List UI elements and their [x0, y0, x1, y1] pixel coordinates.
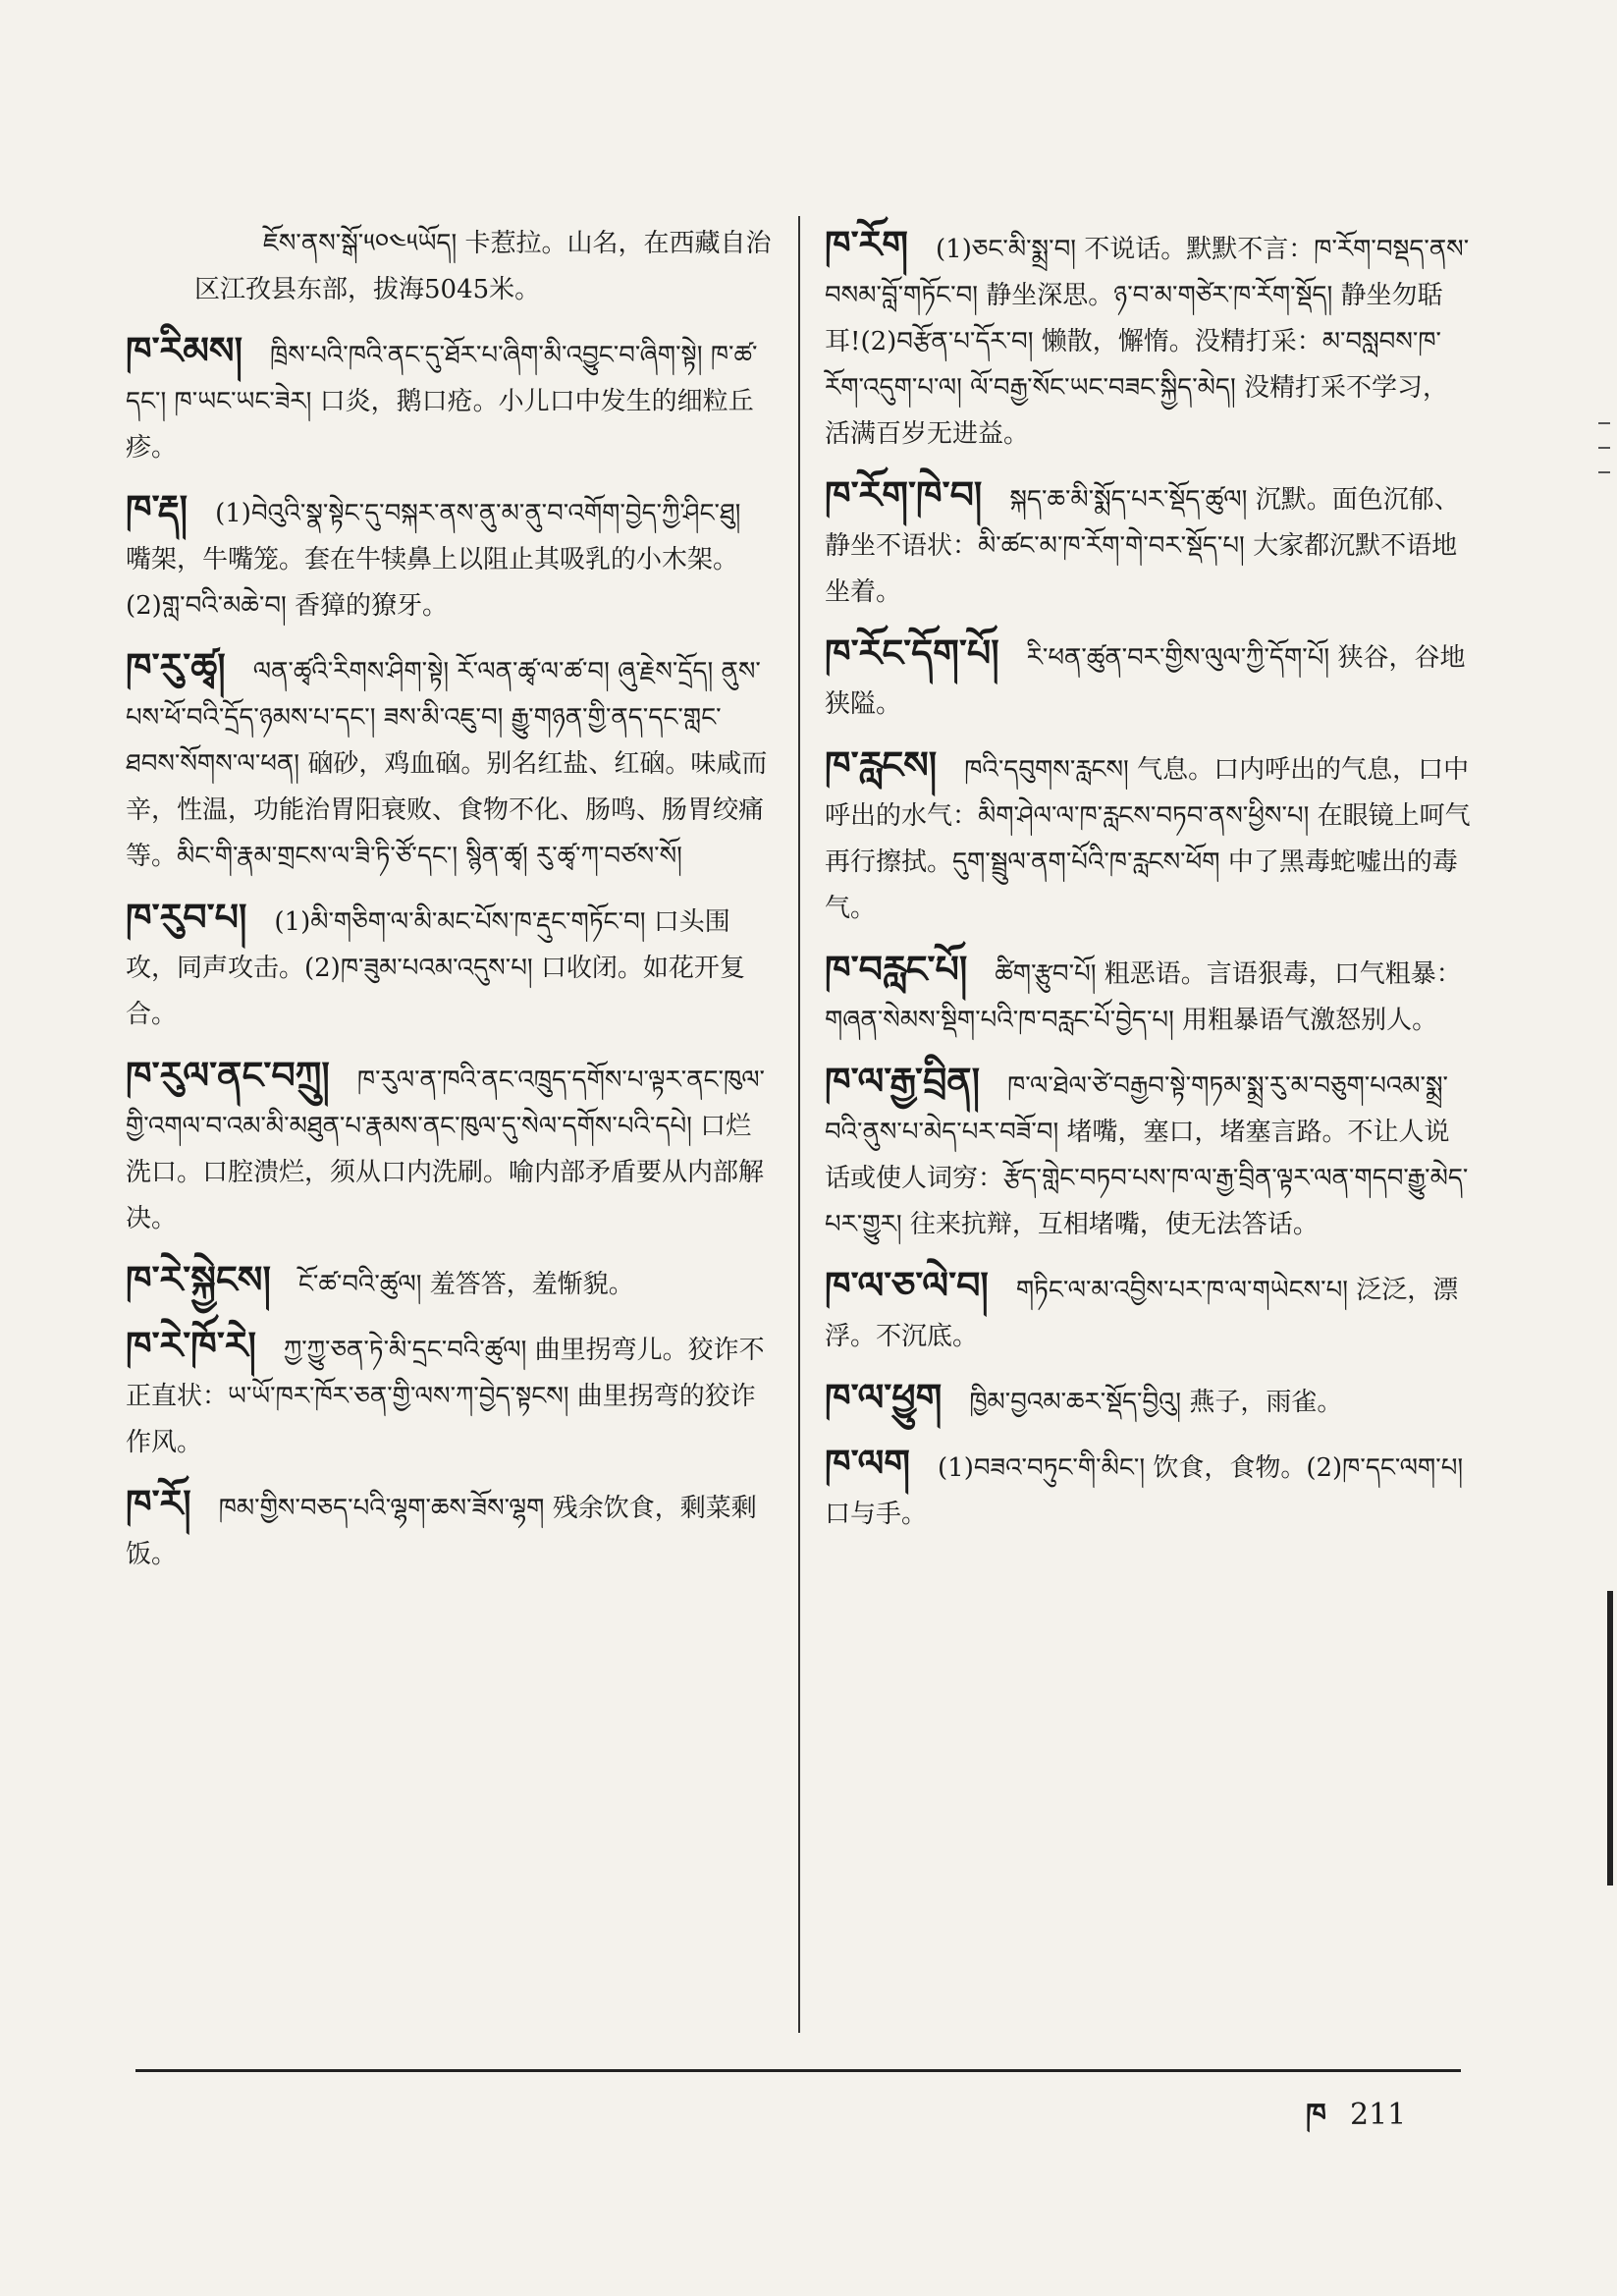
edge-tick — [1598, 422, 1610, 424]
dictionary-entry — [126, 221, 774, 313]
entry-definition: ཁའི་དབུགས་རླངས། 气息。口内呼出的气息，口中呼出的水气：མིག་ཤེལ་ལ་ཁ་རླངས་བཏབ་ནས་ཕྱིས་པ། 在眼镜上呵气再行擦拭。དུག་སྦྲུལ་ནག་པོའི་ཁ་རླངས་ཕོག 中了黑毒蛇嘘出的毒气。 — [825, 755, 1471, 923]
edge-tick — [1598, 447, 1610, 449]
entry-headword: ཁ་རེ་སྐྱེངས། — [126, 1257, 271, 1301]
entry-headword: ཁ་བརླང་པོ། — [825, 947, 968, 991]
entry-headword: ཁ་རིམས། — [126, 328, 243, 372]
dictionary-entry — [825, 471, 1473, 616]
entry-headword: ཁ་ལ་ཅ་ལེ་བ། — [825, 1263, 989, 1307]
footer-rule — [135, 2069, 1461, 2072]
dictionary-entry — [126, 894, 774, 1038]
entry-headword: ཁ་རེ་ཁོ་རེ། — [126, 1323, 256, 1367]
entry-definition: (1)མི་གཅིག་ལ་མི་མང་པོས་ཁ་རྡུང་གཏོང་བ། 口头围攻，同声攻击。(2)ཁ་ཟུམ་པའམ་འདུས་པ། 口收闭。如花开复合。 — [126, 907, 745, 1029]
entry-definition: ཀྱ་ཀྱུ་ཅན་ཏེ་མི་དྲང་བའི་ཚུལ། 曲里拐弯儿。狡诈不正直状：ཡ་ཡོ་ཁར་ཁོར་ཅན་གྱི་ལས་ཀ་བྱེད་སྟངས། 曲里拐弯的狡诈作风。 — [126, 1336, 765, 1457]
dictionary-entry — [126, 1052, 774, 1242]
entry-headword: ཁ་རྡ། — [126, 486, 189, 530]
entry-headword: ཁ་རོག — [825, 222, 909, 266]
edge-mark — [1607, 1591, 1613, 1886]
entry-headword: ཁ་རླངས། — [825, 742, 938, 787]
page-number: 211 — [1350, 2098, 1407, 2132]
entry-definition: ལན་ཚྭའི་རིགས་ཤིག་སྟེ། རོ་ལན་ཚྭ་ལ་ཚ་བ། ཞུ་རྗེས་དྲོད། ནུས་པས་ཕོ་བའི་དྲོད་ཉམས་པ་དང་། ཟས་མི་འཇུ་བ། རྒྱུ་གཉན་གྱི་ནད་དང་གླང་ཐབས་སོགས་ལ་ཕན། 硇砂，鸡血硇。别名红盐、红硇。味咸而辛，性温，功能治胃阳衰败、食物不化、肠鸣、肠胃绞痛等。མིང་གི་རྣམ་གྲངས་ལ་ཟི་ཏི་ཙོ་དང་། སྙིན་ཚྭ། རུ་ཚྭ་ཀ་བཙས་སོ། — [126, 657, 768, 871]
dictionary-entry — [825, 946, 1473, 1044]
dictionary-entry — [825, 629, 1473, 728]
entry-definition: ངོ་ཚ་བའི་ཚུལ། 羞答答，羞惭貌。 — [297, 1270, 634, 1299]
entry-headword: ཁ་ལ་ཕྱུག — [825, 1375, 943, 1419]
dictionary-entry — [825, 1440, 1473, 1538]
right-column — [825, 221, 1473, 1552]
entry-definition: ཚིག་རྩུབ་པོ། 粗恶语。言语狠毒，口气粗暴：གཞན་སེམས་སྡིག་པའི་ཁ་བརླང་པོ་བྱེད་པ། 用粗暴语气激怒别人。 — [825, 959, 1462, 1035]
dictionary-entry — [126, 485, 774, 629]
entry-definition: (1)བེའུའི་སྣ་སྟེང་དུ་བསྐར་ནས་ནུ་མ་ནུ་བ་འགོག་བྱེད་ཀྱི་ཤིང་ཐུ། 嘴架，牛嘴笼。套在牛犊鼻上以阻止其吸乳的小木架。(2)གླ་བའི་མཆེ་བ། 香獐的獠牙。 — [126, 499, 741, 621]
dictionary-entry — [825, 1374, 1473, 1426]
entry-headword: ཁ་རུ་ཚྭ། — [126, 644, 226, 688]
dictionary-entry — [825, 1262, 1473, 1360]
entry-definition: ཁ་རུལ་ན་ཁའི་ནང་འཁྲུད་དགོས་པ་ལྟར་ནང་ཁུལ་གྱི་འགལ་བ་འམ་མི་མཐུན་པ་རྣམས་ནང་ཁུལ་དུ་སེལ་དགོས་པའི་དཔེ། 口烂洗口。口腔溃烂，须从口内洗刷。喻内部矛盾要从内部解决。 — [126, 1066, 766, 1233]
entry-definition: གཏིང་ལ་མ་འབྱིས་པར་ཁ་ལ་གཡེངས་པ། 泛泛，漂浮。不沉底。 — [825, 1276, 1459, 1351]
entry-headword: ཁ་རུལ་ནང་བཀྲུ། — [126, 1053, 330, 1097]
entry-headword: ཁ་རོ། — [126, 1481, 191, 1525]
dictionary-entry — [825, 221, 1473, 458]
dictionary-entry — [126, 1322, 774, 1466]
entry-headword: ཁ་རུབ་པ། — [126, 895, 247, 939]
entry-definition: ཁྱིམ་བྱའམ་ཆར་སྡོད་བྱིའུ། 燕子，雨雀。 — [969, 1388, 1343, 1417]
entry-headword: ཁ་རོག་ཁེ་བ། — [825, 472, 983, 517]
dictionary-entry — [126, 327, 774, 471]
dictionary-entry — [825, 1058, 1473, 1248]
entry-definition: ཁ་ལ་ཐེལ་ཙེ་བརྒྱབ་སྟེ་གཏམ་སྨྲ་རུ་མ་བཅུག་པའམ་སྨྲ་བའི་ནུས་པ་མེད་པར་བཟོ་བ། 堵嘴，塞口，堵塞言路。不让人说话或使人词穷：རྩོད་གླེང་བཏབ་པས་ཁ་ལ་རྒྱ་བྲིན་ལྟར་ལན་གདབ་རྒྱུ་མེད་པར་གྱུར། 往来抗辩，互相堵嘴，使无法答话。 — [825, 1071, 1469, 1239]
dictionary-entry — [126, 643, 774, 880]
entry-definition: རི་ཕན་ཚུན་བར་གྱིས་ལུལ་ཀྱི་དོག་པོ། 狭谷，谷地狭隘。 — [825, 643, 1466, 719]
dictionary-entry — [825, 741, 1473, 932]
entry-headword: ཁ་ལ་རྒྱ་བྲིན། — [825, 1059, 981, 1103]
entry-definition: ཁྲིས་པའི་ཁའི་ནང་དུ་ཐོར་པ་ཞིག་མི་འབྱུང་བ་ཞིག་སྟེ། ཁ་ཚ་དང་། ཁ་ཡང་ཡང་ཟེར། 口炎，鹅口疮。小儿口中发生的细粒丘疹。 — [126, 341, 758, 463]
entry-headword: ཁ་རོང་དོག་པོ། — [825, 630, 999, 675]
entry-definition: ཇོས་ནས་སྒོ་༥༠༤༥ཡོད། 卡惹拉。山名，在西藏自治区江孜县东部，拔海5045米。 — [194, 229, 772, 304]
entry-definition: སྐད་ཆ་མི་སྨོད་པར་སྡོད་ཚུལ། 沉默。面色沉郁、静坐不语状：མི་ཚང་མ་ཁ་རོག་གེ་བར་སྡོད་པ། 大家都沉默不语地坐着。 — [825, 485, 1460, 607]
entry-definition: (1)བཟའ་བཏུང་གི་མིང་། 饮食，食物。(2)ཁ་དང་ལག་པ། 口与手。 — [825, 1453, 1464, 1529]
left-column — [126, 221, 774, 1592]
running-head-letter: ཁ — [1306, 2098, 1326, 2132]
entry-definition: (1)ཅང་མི་སྨྲ་བ། 不说话。默默不言：ཁ་རོག་བསྡད་ནས་བསམ་བློ་གཏོང་བ། 静坐深思。ཉ་བ་མ་གཙེར་ཁ་རོག་སྡོད། 静坐勿聒耳!(2)བརྩོན་པ་དོར་བ། 懒散，懈惰。没精打采：མ་བསླབས་ཁ་རོག་འདུག་པ་ལ། ལོ་བརྒྱ་སོང་ཡང་བཟང་སྐྱིད་མེད། 没精打采不学习，活满百岁无进益。 — [825, 235, 1470, 449]
edge-tick — [1598, 471, 1610, 473]
dictionary-entry — [126, 1480, 774, 1578]
entry-headword: ཁ་ལག — [825, 1441, 911, 1485]
dictionary-entry — [126, 1256, 774, 1308]
column-divider — [798, 216, 800, 2033]
page-folio — [1306, 2082, 1406, 2164]
entry-definition: ཁམ་གྱིས་བཅད་པའི་ལྷག་ཆས་ཟོས་ལྷག 残余饮食，剩菜剩饭。 — [126, 1494, 757, 1569]
